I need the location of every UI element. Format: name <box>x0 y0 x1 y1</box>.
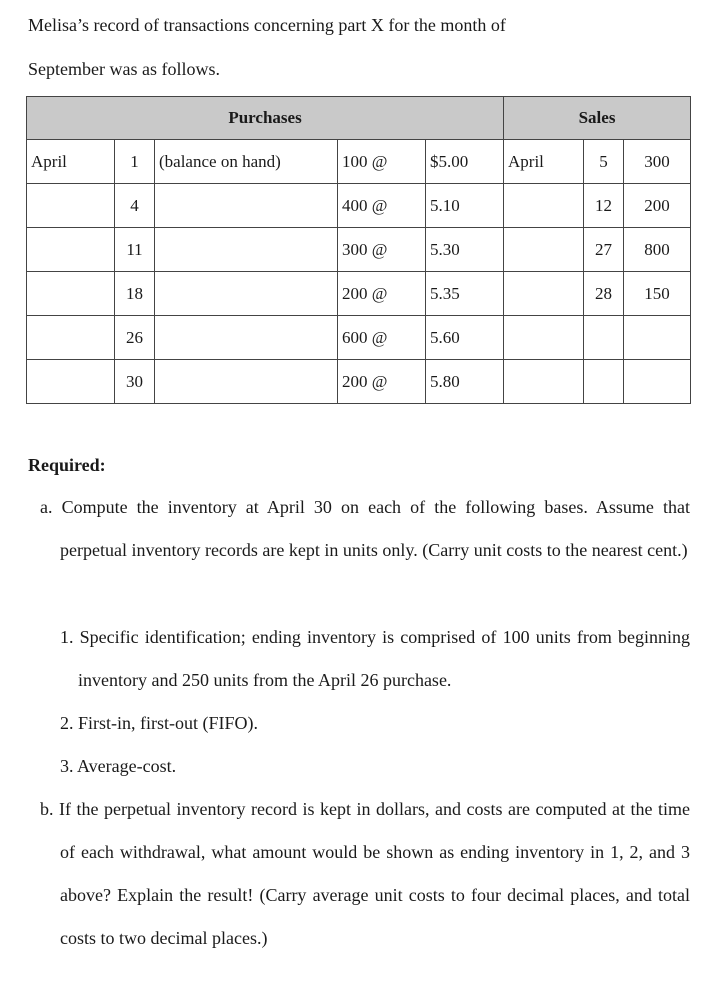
purchase-month <box>27 184 115 228</box>
purchase-unit-cost: 5.35 <box>426 272 504 316</box>
purchase-note <box>155 316 338 360</box>
purchase-day: 30 <box>115 360 155 404</box>
purchase-month <box>27 360 115 404</box>
sale-month <box>504 316 584 360</box>
requirement-a <box>40 486 690 572</box>
table-row <box>27 272 691 316</box>
sales-header: Sales <box>504 97 691 140</box>
purchase-day: 18 <box>115 272 155 316</box>
intro-line-1: Melisa’s record of transactions concerning part X for the month of <box>28 15 506 35</box>
purchase-note <box>155 228 338 272</box>
purchase-day: 11 <box>115 228 155 272</box>
purchase-month <box>27 228 115 272</box>
purchase-unit-cost: 5.60 <box>426 316 504 360</box>
purchases-header: Purchases <box>27 97 504 140</box>
requirement-b <box>40 788 690 960</box>
purchase-day: 1 <box>115 140 155 184</box>
sale-quantity: 200 <box>624 184 691 228</box>
purchase-quantity: 200 @ <box>338 272 426 316</box>
required-heading: Required: <box>28 455 106 475</box>
purchase-note <box>155 272 338 316</box>
requirement-a1 <box>60 616 690 702</box>
requirement-a1-text: 1. Specific identification; ending inventory is comprised of 100 units from beginning inventory and 250 units from the April 26 purchase. <box>60 627 690 690</box>
purchase-quantity: 200 @ <box>338 360 426 404</box>
requirement-b-text: b. If the perpetual inventory record is kept in dollars, and costs are computed at the time of each withdrawal, what amount would be shown as ending inventory in 1, 2, and 3 above? Explain the result! (Carry average unit costs to four decimal places, and total costs to two decimal places.) <box>40 799 690 948</box>
sale-quantity: 150 <box>624 272 691 316</box>
purchase-note <box>155 184 338 228</box>
purchase-quantity: 400 @ <box>338 184 426 228</box>
sale-day <box>584 360 624 404</box>
purchase-note <box>155 360 338 404</box>
sale-day: 12 <box>584 184 624 228</box>
sale-month <box>504 360 584 404</box>
purchase-month <box>27 316 115 360</box>
table-row <box>27 140 691 184</box>
sale-day: 5 <box>584 140 624 184</box>
sale-day: 27 <box>584 228 624 272</box>
sale-day <box>584 316 624 360</box>
sale-quantity: 800 <box>624 228 691 272</box>
sale-month: April <box>504 140 584 184</box>
sale-month <box>504 184 584 228</box>
purchase-unit-cost: $5.00 <box>426 140 504 184</box>
table-row <box>27 316 691 360</box>
transactions-table <box>26 96 691 404</box>
sale-month <box>504 272 584 316</box>
table-row <box>27 184 691 228</box>
purchase-unit-cost: 5.30 <box>426 228 504 272</box>
purchase-quantity: 100 @ <box>338 140 426 184</box>
purchase-unit-cost: 5.10 <box>426 184 504 228</box>
purchase-quantity: 600 @ <box>338 316 426 360</box>
table-header-row <box>27 97 691 140</box>
purchase-month <box>27 272 115 316</box>
table-row <box>27 360 691 404</box>
purchase-month: April <box>27 140 115 184</box>
intro-line-2: September was as follows. <box>28 59 220 79</box>
sale-day: 28 <box>584 272 624 316</box>
sale-quantity <box>624 360 691 404</box>
purchase-unit-cost: 5.80 <box>426 360 504 404</box>
requirement-a3: 3. Average-cost. <box>60 756 177 776</box>
purchase-note: (balance on hand) <box>155 140 338 184</box>
table-row <box>27 228 691 272</box>
sale-quantity: 300 <box>624 140 691 184</box>
sale-month <box>504 228 584 272</box>
purchase-day: 4 <box>115 184 155 228</box>
purchase-day: 26 <box>115 316 155 360</box>
requirement-a-text: a. Compute the inventory at April 30 on each of the following bases. Assume that perpetual inventory records are kept in units only. (Carry unit costs to the nearest cent.) <box>40 497 690 560</box>
purchase-quantity: 300 @ <box>338 228 426 272</box>
sale-quantity <box>624 316 691 360</box>
requirement-a2: 2. First-in, first-out (FIFO). <box>60 713 258 733</box>
